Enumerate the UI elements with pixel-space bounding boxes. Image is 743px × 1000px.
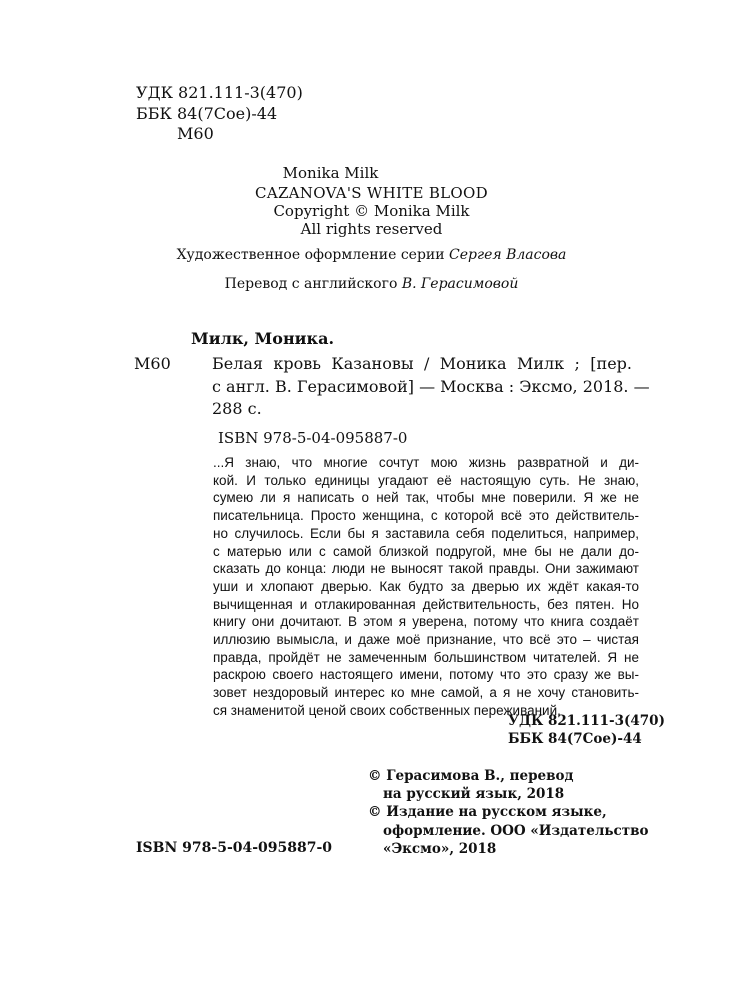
bottom-bbk-code: ББК 84(7Сое)-44 [508, 731, 642, 747]
bbk-code: ББК 84(7Сое)-44 [136, 104, 278, 123]
design-credit-name: Сергея Власова [449, 247, 567, 263]
annotation-line: книгу они дочитают. В этом я уверена, потому что книга создаёт [213, 614, 639, 630]
author-mark: М60 [177, 124, 214, 143]
annotation-line: ся знаменитой ценой своих собственных переживаний. [213, 702, 561, 718]
annotation-line: зовет нездоровый интерес ко мне самой, а я не хочу становить- [213, 685, 639, 701]
bottom-isbn: ISBN 978-5-04-095887-0 [136, 840, 333, 856]
design-credit [0, 245, 743, 265]
annotation-line: иллюзию вымысла, и даже моё признание, что всё это – чистая [213, 632, 639, 648]
annotation-line: ...Я знаю, что многие сочтут мою жизнь развратной и ди- [213, 455, 639, 470]
original-copyright: Copyright © Monika Milk [273, 202, 470, 220]
annotation-line: писательница. Просто женщина, с которой всё это действитель- [213, 508, 639, 524]
copyright-edition-line: оформление. ООО «Издательство [383, 822, 649, 839]
copyright-translation-line: © Герасимова В., перевод [368, 768, 574, 784]
design-credit-prefix: Художественное оформление серии [176, 247, 450, 263]
annotation [213, 454, 639, 720]
bottom-udk-code: УДК 821.111-3(470) [508, 713, 665, 729]
original-title: CAZANOVA'S WHITE BLOOD [255, 184, 488, 202]
annotation-line: но случилось. Если бы я заставила себя поделиться, например, [213, 525, 639, 541]
translation-credit-prefix: Перевод с английского [224, 276, 402, 292]
annotation-line: раскрою своего настоящего имени, потому что это сразу же вы- [213, 667, 639, 683]
translation-credit [0, 274, 743, 294]
annotation-line: сказать до конца: люди не выносят такой правды. Они зажимают [213, 561, 639, 577]
annotation-line: правда, пройдёт не замеченным большинством читателей. Я не [213, 649, 639, 665]
catalog-description-line: с англ. В. Герасимовой] — Москва : Эксмо, 2018. — [212, 376, 650, 396]
catalog-isbn: ISBN 978-5-04-095887-0 [218, 429, 408, 447]
udk-code: УДК 821.111-3(470) [136, 83, 303, 102]
copyright-notices [368, 767, 648, 858]
copyright-edition-line: © Издание на русском языке, [368, 804, 607, 821]
original-author: Monika Milk [282, 164, 379, 182]
copyright-edition-line: «Эксмо», 2018 [383, 840, 497, 857]
original-rights: All rights reserved [300, 220, 443, 238]
annotation-line: уши и хлопают дверью. Как будто за дверью их ждёт какая-то [213, 578, 639, 594]
annotation-line: вычищенная и отлакированная действительность, без пятен. Но [213, 596, 639, 612]
translation-credit-name: В. Герасимовой [401, 276, 519, 292]
annotation-line: кой. И только единицы угадают её настоящую суть. Не знаю, [213, 472, 639, 488]
copyright-translation-line: на русский язык, 2018 [383, 786, 565, 803]
annotation-line: с матерью или с самой близкой подругой, мне бы не дали до- [213, 543, 639, 559]
catalog-author-mark: М60 [134, 354, 171, 373]
catalog-description-line: 288 с. [212, 399, 262, 418]
annotation-line: сумею ли я написать о ней так, чтобы мне поверили. Я же не [213, 490, 639, 506]
catalog-description-line: Белая кровь Казановы / Моника Милк ; [пер. [212, 354, 632, 373]
catalog-description [212, 353, 650, 421]
catalog-author-heading: Милк, Моника. [191, 329, 335, 348]
